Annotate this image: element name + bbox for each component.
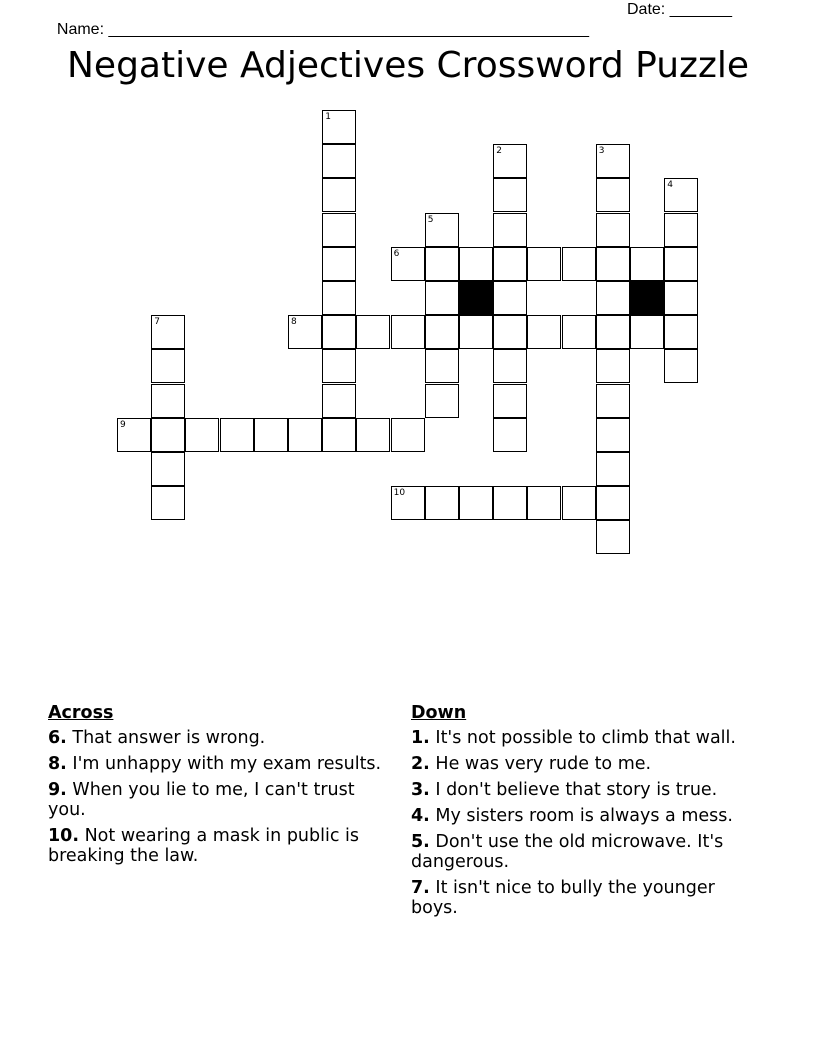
clue-across-6 <box>48 728 383 748</box>
grid-cell[interactable] <box>322 110 356 144</box>
grid-cell[interactable] <box>391 315 425 349</box>
date-line: Date: _______ <box>627 1 732 18</box>
grid-cell[interactable] <box>254 418 288 452</box>
page-title: Negative Adjectives Crossword Puzzle <box>66 45 749 86</box>
clue-text: I'm unhappy with my exam results. <box>72 754 382 774</box>
grid-cell[interactable] <box>527 247 561 281</box>
grid-block <box>459 281 493 315</box>
grid-block <box>630 281 664 315</box>
grid-cell[interactable] <box>493 281 527 315</box>
cell-number: 7 <box>154 317 160 328</box>
grid-cell[interactable] <box>596 418 630 452</box>
grid-cell[interactable] <box>220 418 254 452</box>
clue-text: I don't believe that story is true. <box>435 780 718 800</box>
cell-number: 6 <box>393 248 400 259</box>
clue-number: 9. <box>48 780 67 800</box>
cell-number: 5 <box>427 214 434 225</box>
down-heading: Down <box>411 703 467 723</box>
grid-cell[interactable] <box>459 247 493 281</box>
clue-number: 8. <box>48 754 67 774</box>
grid-cell[interactable] <box>596 247 630 281</box>
grid-cell[interactable] <box>527 486 561 520</box>
grid-cell[interactable] <box>596 452 630 486</box>
clue-number: 2. <box>411 754 430 774</box>
grid-cell[interactable] <box>151 418 185 452</box>
grid-cell[interactable] <box>151 384 185 418</box>
grid-cell[interactable] <box>562 315 596 349</box>
cell-number: 1 <box>325 112 331 122</box>
cell-number: 4 <box>667 180 673 191</box>
clue-down-1 <box>411 728 756 748</box>
grid-cell[interactable] <box>322 144 356 178</box>
clue-text: Not wearing a mask in public is breaking the law. <box>48 826 360 866</box>
grid-cell[interactable] <box>664 213 698 247</box>
grid-cell[interactable] <box>356 418 390 452</box>
cell-number: 8 <box>291 317 297 328</box>
down-clues <box>411 703 756 924</box>
grid-cell[interactable] <box>185 418 219 452</box>
clue-text: It's not possible to climb that wall. <box>435 728 736 748</box>
cell-number: 2 <box>496 146 502 157</box>
across-clues <box>48 703 383 872</box>
grid-cell[interactable] <box>459 315 493 349</box>
grid-cell[interactable] <box>425 213 459 247</box>
grid-cell[interactable] <box>117 418 151 452</box>
grid-cell[interactable] <box>493 486 527 520</box>
grid-cell[interactable] <box>425 247 459 281</box>
clue-number: 1. <box>411 728 430 748</box>
grid-cell[interactable] <box>151 486 185 520</box>
grid-cell[interactable] <box>322 315 356 349</box>
grid-cell[interactable] <box>425 349 459 383</box>
grid-cell[interactable] <box>664 349 698 383</box>
clue-number: 7. <box>411 878 430 898</box>
grid-cell[interactable] <box>493 144 527 178</box>
grid-cell[interactable] <box>151 315 185 349</box>
clue-number: 6. <box>48 728 67 748</box>
clue-number: 10. <box>48 826 80 846</box>
clue-across-9 <box>48 780 383 820</box>
across-heading: Across <box>48 703 114 723</box>
clue-text: Don't use the old microwave. It's dangerous. <box>411 832 724 872</box>
grid-cell[interactable] <box>562 247 596 281</box>
grid-cell[interactable] <box>596 349 630 383</box>
grid-cell[interactable] <box>596 178 630 212</box>
grid-cell[interactable] <box>596 281 630 315</box>
grid-cell[interactable] <box>151 349 185 383</box>
cell-number: 10 <box>393 488 406 499</box>
clue-number: 4. <box>411 806 430 826</box>
grid-cell[interactable] <box>391 247 425 281</box>
clue-down-5 <box>411 832 756 872</box>
grid-cell[interactable] <box>391 418 425 452</box>
grid-cell[interactable] <box>596 520 630 554</box>
clue-number: 3. <box>411 780 430 800</box>
name-line: Name: ______________________________________________________ <box>56 21 589 38</box>
clue-text: It isn't nice to bully the younger boys. <box>411 878 715 918</box>
grid-cell[interactable] <box>459 486 493 520</box>
grid-cell[interactable] <box>322 178 356 212</box>
clue-text: My sisters room is always a mess. <box>435 806 733 826</box>
clue-down-2 <box>411 754 756 774</box>
grid-cell[interactable] <box>288 418 322 452</box>
grid-cell[interactable] <box>322 418 356 452</box>
clue-text: That answer is wrong. <box>72 728 266 748</box>
clue-number: 5. <box>411 832 430 852</box>
grid-cell[interactable] <box>664 247 698 281</box>
grid-cell[interactable] <box>493 178 527 212</box>
grid-cell[interactable] <box>596 144 630 178</box>
grid-cell[interactable] <box>493 384 527 418</box>
grid-cell[interactable] <box>562 486 596 520</box>
grid-cell[interactable] <box>425 384 459 418</box>
grid-cell[interactable] <box>493 349 527 383</box>
grid-cell[interactable] <box>630 315 664 349</box>
grid-cell[interactable] <box>151 452 185 486</box>
grid-cell[interactable] <box>322 349 356 383</box>
grid-cell[interactable] <box>493 315 527 349</box>
grid-cell[interactable] <box>596 384 630 418</box>
grid-cell[interactable] <box>322 247 356 281</box>
grid-cell[interactable] <box>425 486 459 520</box>
grid-cell[interactable] <box>596 486 630 520</box>
grid-cell[interactable] <box>391 486 425 520</box>
grid-cell[interactable] <box>664 315 698 349</box>
grid-cell[interactable] <box>630 247 664 281</box>
clue-across-8 <box>48 754 383 774</box>
grid-cell[interactable] <box>425 315 459 349</box>
clue-down-3 <box>411 780 756 800</box>
grid-cell[interactable] <box>322 281 356 315</box>
grid-cell[interactable] <box>596 213 630 247</box>
grid-cell[interactable] <box>664 281 698 315</box>
grid-cell[interactable] <box>425 281 459 315</box>
grid-cell[interactable] <box>596 315 630 349</box>
grid-cell[interactable] <box>493 418 527 452</box>
clue-down-7 <box>411 878 756 918</box>
cell-number: 3 <box>598 146 605 157</box>
grid-cell[interactable] <box>493 247 527 281</box>
grid-cell[interactable] <box>288 315 322 349</box>
cell-number: 9 <box>120 419 126 430</box>
grid-cell[interactable] <box>664 178 698 212</box>
clue-across-10 <box>48 826 383 866</box>
grid-cell[interactable] <box>493 213 527 247</box>
grid-cell[interactable] <box>356 315 390 349</box>
clue-down-4 <box>411 806 756 826</box>
clue-text: He was very rude to me. <box>435 754 652 774</box>
grid-cell[interactable] <box>527 315 561 349</box>
grid-cell[interactable] <box>322 384 356 418</box>
clue-text: When you lie to me, I can't trust you. <box>48 780 355 820</box>
grid-cell[interactable] <box>322 213 356 247</box>
